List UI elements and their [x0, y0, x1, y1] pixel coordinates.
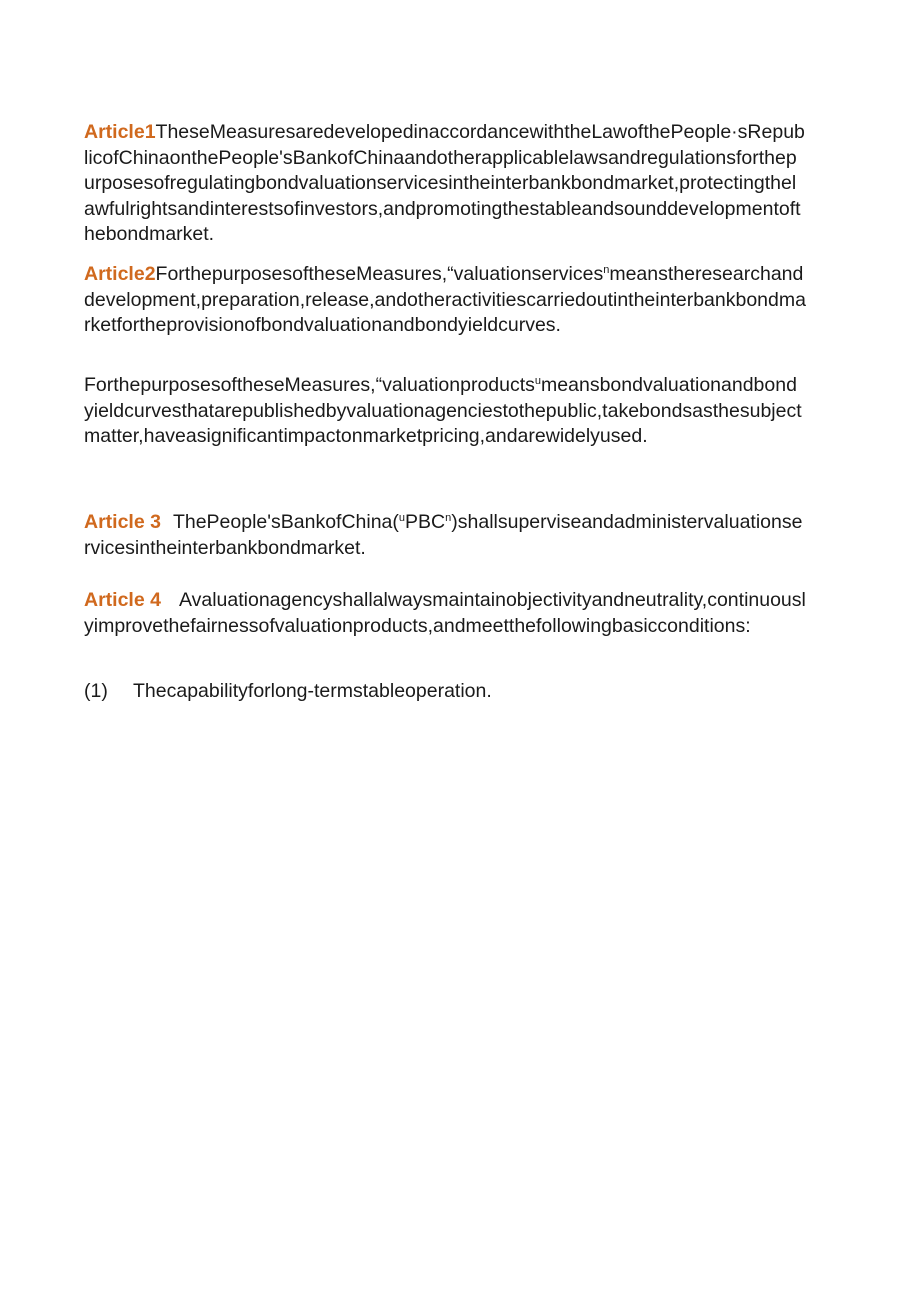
- article-2-second-text-start: ForthepurposesoftheseMeasures,“valuationproducts: [84, 374, 535, 396]
- article-3-paragraph: [84, 510, 806, 561]
- article-1-label: Article1: [84, 121, 156, 143]
- article-3-abbreviation: PBC: [405, 511, 446, 533]
- list-item-1-number: (1): [84, 680, 108, 702]
- article-1-paragraph: [84, 120, 806, 248]
- article-3-open-quote-mark: u: [398, 512, 406, 524]
- article-1-text: TheseMeasuresaredevelopedinaccordancewiththeLawofthePeople·sRepublicofChinaonthePeople'sBankofChinaandotherapplicablelawsandregulationsforthepurposesofregulatingbondvaluationservicesintheinterbankbondmarket,protectingthelawfulrightsandinterestsofinvestors,andpromotingthestableandsounddevelopmentofthebondmarket.: [84, 121, 805, 245]
- article-3-text-start: ThePeople'sBankofChina(: [172, 511, 399, 533]
- article-2-text-end: meanstheresearchanddevelopment,preparation,release,andotheractivitiescarriedoutintheinterbankbondmarketfortheprovisionofbondvaluationandbondyieldcurves.: [84, 263, 806, 336]
- list-item-1-text: Thecapabilityforlong-termstableoperation.: [133, 680, 492, 702]
- article-4-text: Avaluationagencyshallalwaysmaintainobjectivityandneutrality,continuouslyimprovethefairnessofvaluationproducts,andmeetthefollowingbasicconditions:: [84, 589, 806, 637]
- article-4-paragraph: [84, 588, 806, 639]
- list-item-1: [84, 679, 492, 705]
- article-2-paragraph: [84, 262, 806, 339]
- article-3-text-end: )shallsuperviseandadministervaluationservicesintheinterbankbondmarket.: [84, 511, 803, 559]
- article-2-second-quote-mark: u: [534, 375, 542, 387]
- article-3-close-quote-mark: n: [445, 512, 452, 524]
- article-4-label: Article 4: [84, 589, 161, 611]
- article-2-label: Article2: [84, 263, 156, 285]
- article-2-second-text-end: meansbondvaluationandbondyieldcurvesthatarepublishedbyvaluationagenciestothepublic,takebondsasthesubjectmatter,haveasignificantimpactonmarketpricing,andarewidelyused.: [84, 374, 802, 447]
- article-3-label: Article 3: [84, 511, 161, 533]
- article-2-quote-mark: n: [603, 264, 610, 276]
- article-2-second-paragraph: [84, 373, 806, 450]
- article-2-text-start: ForthepurposesoftheseMeasures,“valuationservices: [155, 263, 604, 285]
